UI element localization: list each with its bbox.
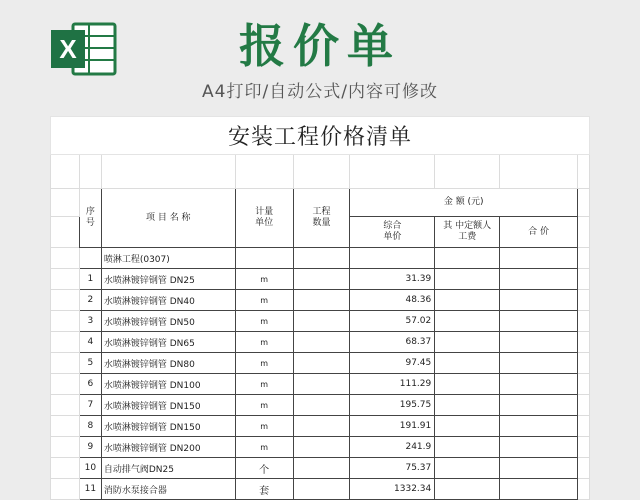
header-index: 序号 (79, 189, 101, 248)
excel-icon (51, 22, 117, 76)
header-quantity: 工程数量 (293, 189, 350, 248)
item-name: 水喷淋镀锌钢管 DN25 (101, 269, 235, 290)
item-unit: m (235, 269, 293, 290)
item-quantity (293, 395, 350, 416)
banner-subtitle: A4打印/自动公式/内容可修改 (202, 82, 438, 102)
row-number: 6 (79, 374, 101, 395)
item-unit: m (235, 374, 293, 395)
item-labor-fee (435, 311, 500, 332)
item-name: 水喷淋镀锌钢管 DN80 (101, 353, 235, 374)
item-unit-price: 1332.34 (350, 479, 435, 500)
item-name: 水喷淋镀锌钢管 DN150 (101, 395, 235, 416)
logo-letter: X (59, 34, 77, 64)
header-row-1 (51, 189, 590, 217)
item-labor-fee (435, 290, 500, 311)
item-total (500, 290, 578, 311)
row-number: 11 (79, 479, 101, 500)
header-unit: 计量单位 (235, 189, 293, 248)
banner-title: 报价单 (239, 19, 401, 73)
item-name: 水喷淋镀锌钢管 DN200 (101, 437, 235, 458)
item-labor-fee (435, 374, 500, 395)
spreadsheet-preview (50, 116, 590, 500)
header-amount-group: 金 额 (元) (350, 189, 578, 217)
item-unit: m (235, 290, 293, 311)
item-name: 水喷淋镀锌钢管 DN65 (101, 332, 235, 353)
table-row (51, 416, 590, 437)
table-row (51, 395, 590, 416)
header-labor-fee: 其 中定额人工费 (435, 217, 500, 248)
item-quantity (293, 290, 350, 311)
row-number: 10 (79, 458, 101, 479)
item-unit: m (235, 332, 293, 353)
item-labor-fee (435, 332, 500, 353)
item-unit-price: 241.9 (350, 437, 435, 458)
item-total (500, 395, 578, 416)
item-unit: 个 (235, 458, 293, 479)
item-unit-price: 75.37 (350, 458, 435, 479)
item-unit: m (235, 353, 293, 374)
item-name: 水喷淋镀锌钢管 DN40 (101, 290, 235, 311)
item-total (500, 458, 578, 479)
item-labor-fee (435, 458, 500, 479)
item-unit-price: 68.37 (350, 332, 435, 353)
table-row (51, 458, 590, 479)
item-name: 水喷淋镀锌钢管 DN150 (101, 416, 235, 437)
item-quantity (293, 437, 350, 458)
item-labor-fee (435, 395, 500, 416)
item-quantity (293, 416, 350, 437)
table-row (51, 332, 590, 353)
item-quantity (293, 353, 350, 374)
item-labor-fee (435, 416, 500, 437)
item-total (500, 332, 578, 353)
item-name: 自动排气阀DN25 (101, 458, 235, 479)
item-total (500, 311, 578, 332)
table-row (51, 353, 590, 374)
item-total (500, 479, 578, 500)
item-name: 消防水泵接合器 (101, 479, 235, 500)
item-total (500, 269, 578, 290)
table-row (51, 248, 590, 269)
item-total (500, 353, 578, 374)
item-unit-price: 48.36 (350, 290, 435, 311)
item-quantity (293, 374, 350, 395)
sheet-title: 安装工程价格清单 (51, 117, 590, 155)
table-row (51, 311, 590, 332)
item-unit: m (235, 395, 293, 416)
item-unit-price: 111.29 (350, 374, 435, 395)
table-row (51, 374, 590, 395)
table-row (51, 437, 590, 458)
item-quantity (293, 311, 350, 332)
blank-row (51, 155, 590, 189)
item-labor-fee (435, 269, 500, 290)
item-quantity (293, 458, 350, 479)
banner (0, 0, 640, 112)
row-number: 3 (79, 311, 101, 332)
item-labor-fee (435, 437, 500, 458)
item-labor-fee (435, 479, 500, 500)
header-name: 项 目 名 称 (101, 189, 235, 248)
row-number: 1 (79, 269, 101, 290)
header-unit-price: 综合单价 (350, 217, 435, 248)
item-total (500, 437, 578, 458)
price-list-table (50, 116, 590, 500)
table-row (51, 290, 590, 311)
item-unit-price: 31.39 (350, 269, 435, 290)
item-unit-price: 191.91 (350, 416, 435, 437)
item-unit-price: 57.02 (350, 311, 435, 332)
section-label: 喷淋工程(0307) (101, 248, 235, 269)
item-unit: m (235, 437, 293, 458)
item-quantity (293, 479, 350, 500)
row-number: 5 (79, 353, 101, 374)
table-row (51, 479, 590, 500)
row-number: 8 (79, 416, 101, 437)
row-number: 9 (79, 437, 101, 458)
header-total: 合 价 (500, 217, 578, 248)
table-row (51, 269, 590, 290)
item-name: 水喷淋镀锌钢管 DN50 (101, 311, 235, 332)
item-total (500, 374, 578, 395)
item-labor-fee (435, 353, 500, 374)
item-unit-price: 195.75 (350, 395, 435, 416)
row-number: 7 (79, 395, 101, 416)
item-unit: m (235, 311, 293, 332)
item-unit: 套 (235, 479, 293, 500)
item-unit-price: 97.45 (350, 353, 435, 374)
row-number: 4 (79, 332, 101, 353)
item-total (500, 416, 578, 437)
item-unit: m (235, 416, 293, 437)
item-quantity (293, 269, 350, 290)
row-number: 2 (79, 290, 101, 311)
item-quantity (293, 332, 350, 353)
item-name: 水喷淋镀锌钢管 DN100 (101, 374, 235, 395)
